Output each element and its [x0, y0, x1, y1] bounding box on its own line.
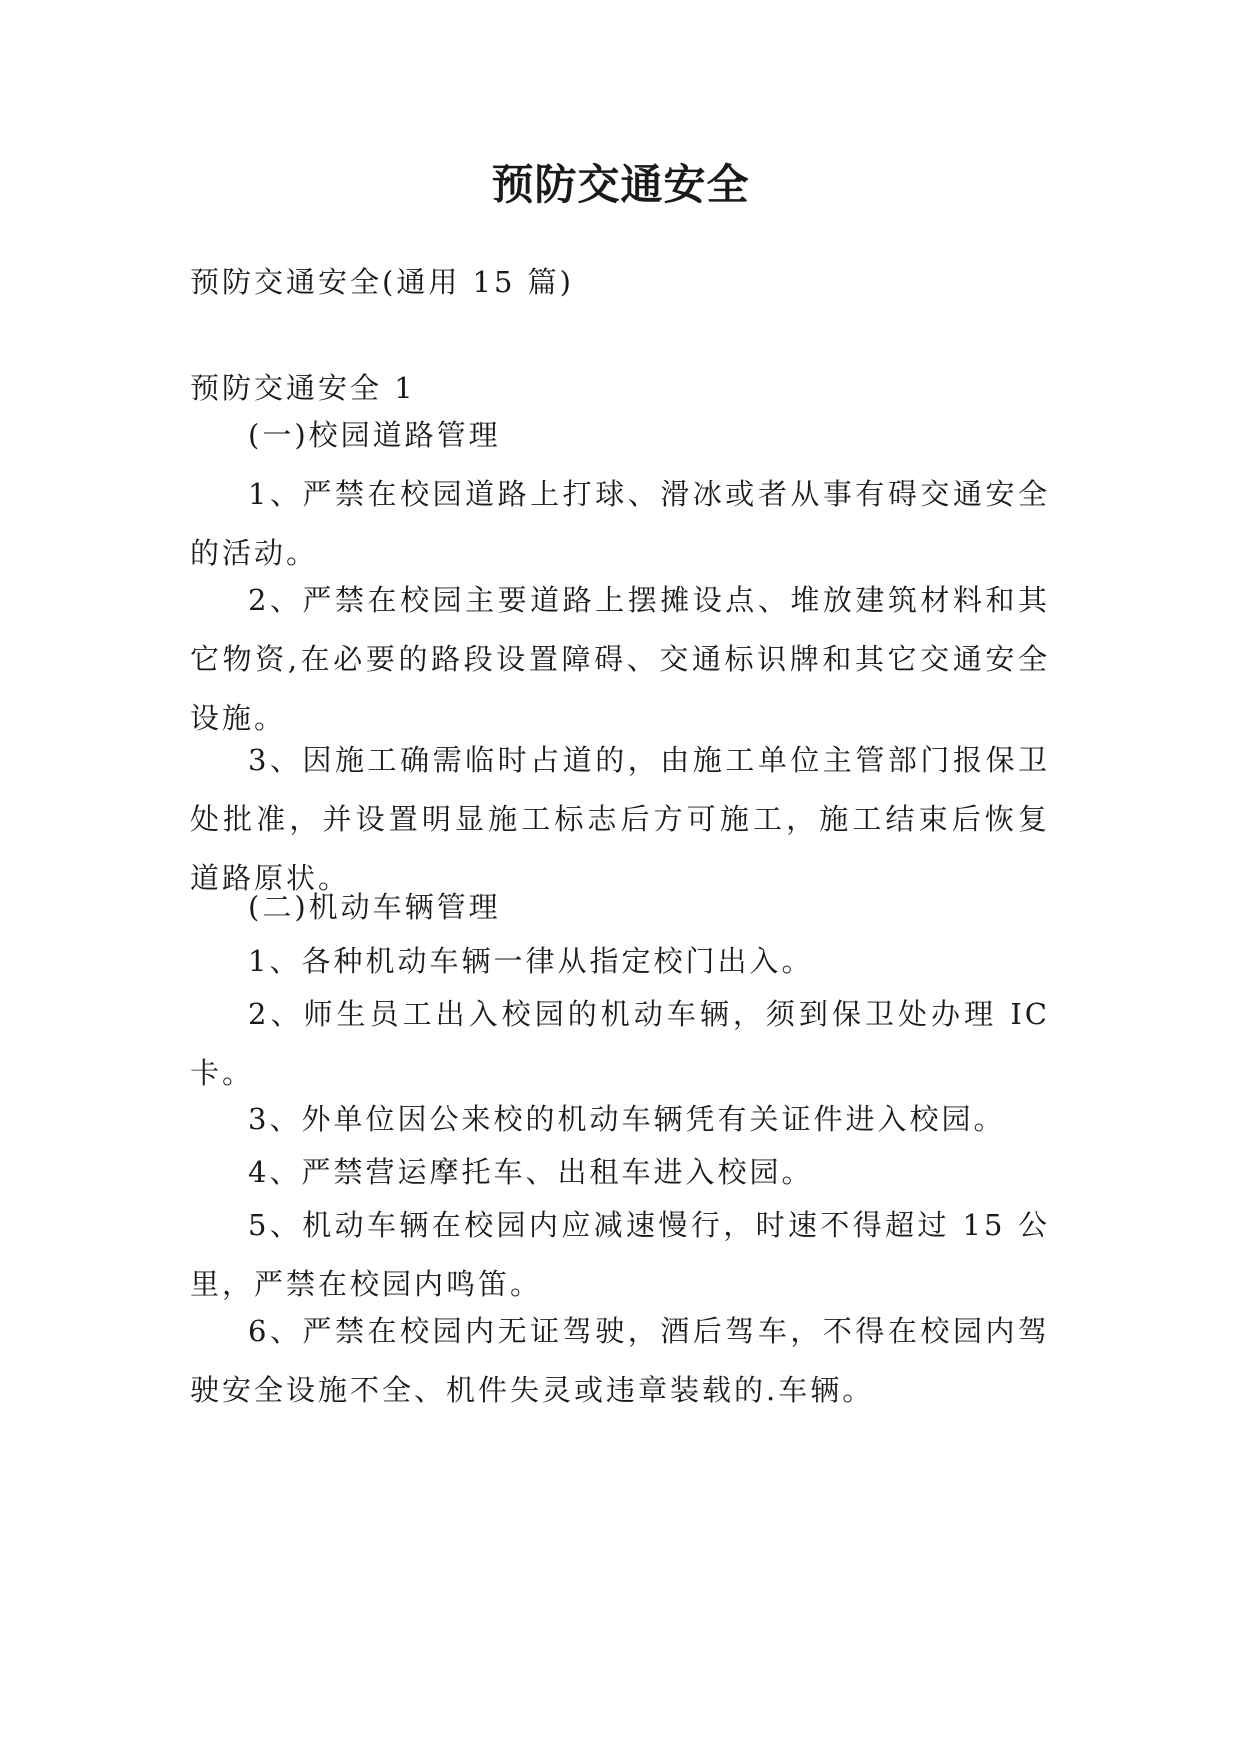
paragraph: 6、严禁在校园内无证驾驶，酒后驾车，不得在校园内驾驶安全设施不全、机件失灵或违章装载的.车辆。	[190, 1314, 1050, 1407]
paragraph: 2、师生员工出入校园的机动车辆，须到保卫处办理 IC 卡。	[190, 997, 1050, 1090]
paragraph: 1、各种机动车辆一律从指定校门出入。	[248, 944, 814, 978]
paragraph: 5、机动车辆在校园内应减速慢行，时速不得超过 15 公里，严禁在校园内鸣笛。	[190, 1208, 1050, 1301]
paragraph: 2、严禁在校园主要道路上摆摊设点、堆放建筑材料和其它物资,在必要的路段设置障碍、交通标识牌和其它交通安全设施。	[190, 583, 1050, 735]
heading-road-management: (一)校园道路管理	[248, 418, 501, 452]
document-title: 预防交通安全	[491, 160, 750, 209]
document-subtitle: 预防交通安全(通用 15 篇)	[190, 265, 574, 299]
heading-vehicle-management: (二)机动车辆管理	[248, 890, 501, 924]
section-heading: 预防交通安全 1	[190, 371, 416, 405]
paragraph: 4、严禁营运摩托车、出租车进入校园。	[248, 1155, 814, 1189]
paragraph: 1、严禁在校园道路上打球、滑冰或者从事有碍交通安全的活动。	[190, 477, 1050, 570]
paragraph: 3、因施工确需临时占道的，由施工单位主管部门报保卫处批准，并设置明显施工标志后方可施工，施工结束后恢复道路原状。	[190, 743, 1050, 895]
paragraph: 3、外单位因公来校的机动车辆凭有关证件进入校园。	[248, 1102, 1006, 1136]
